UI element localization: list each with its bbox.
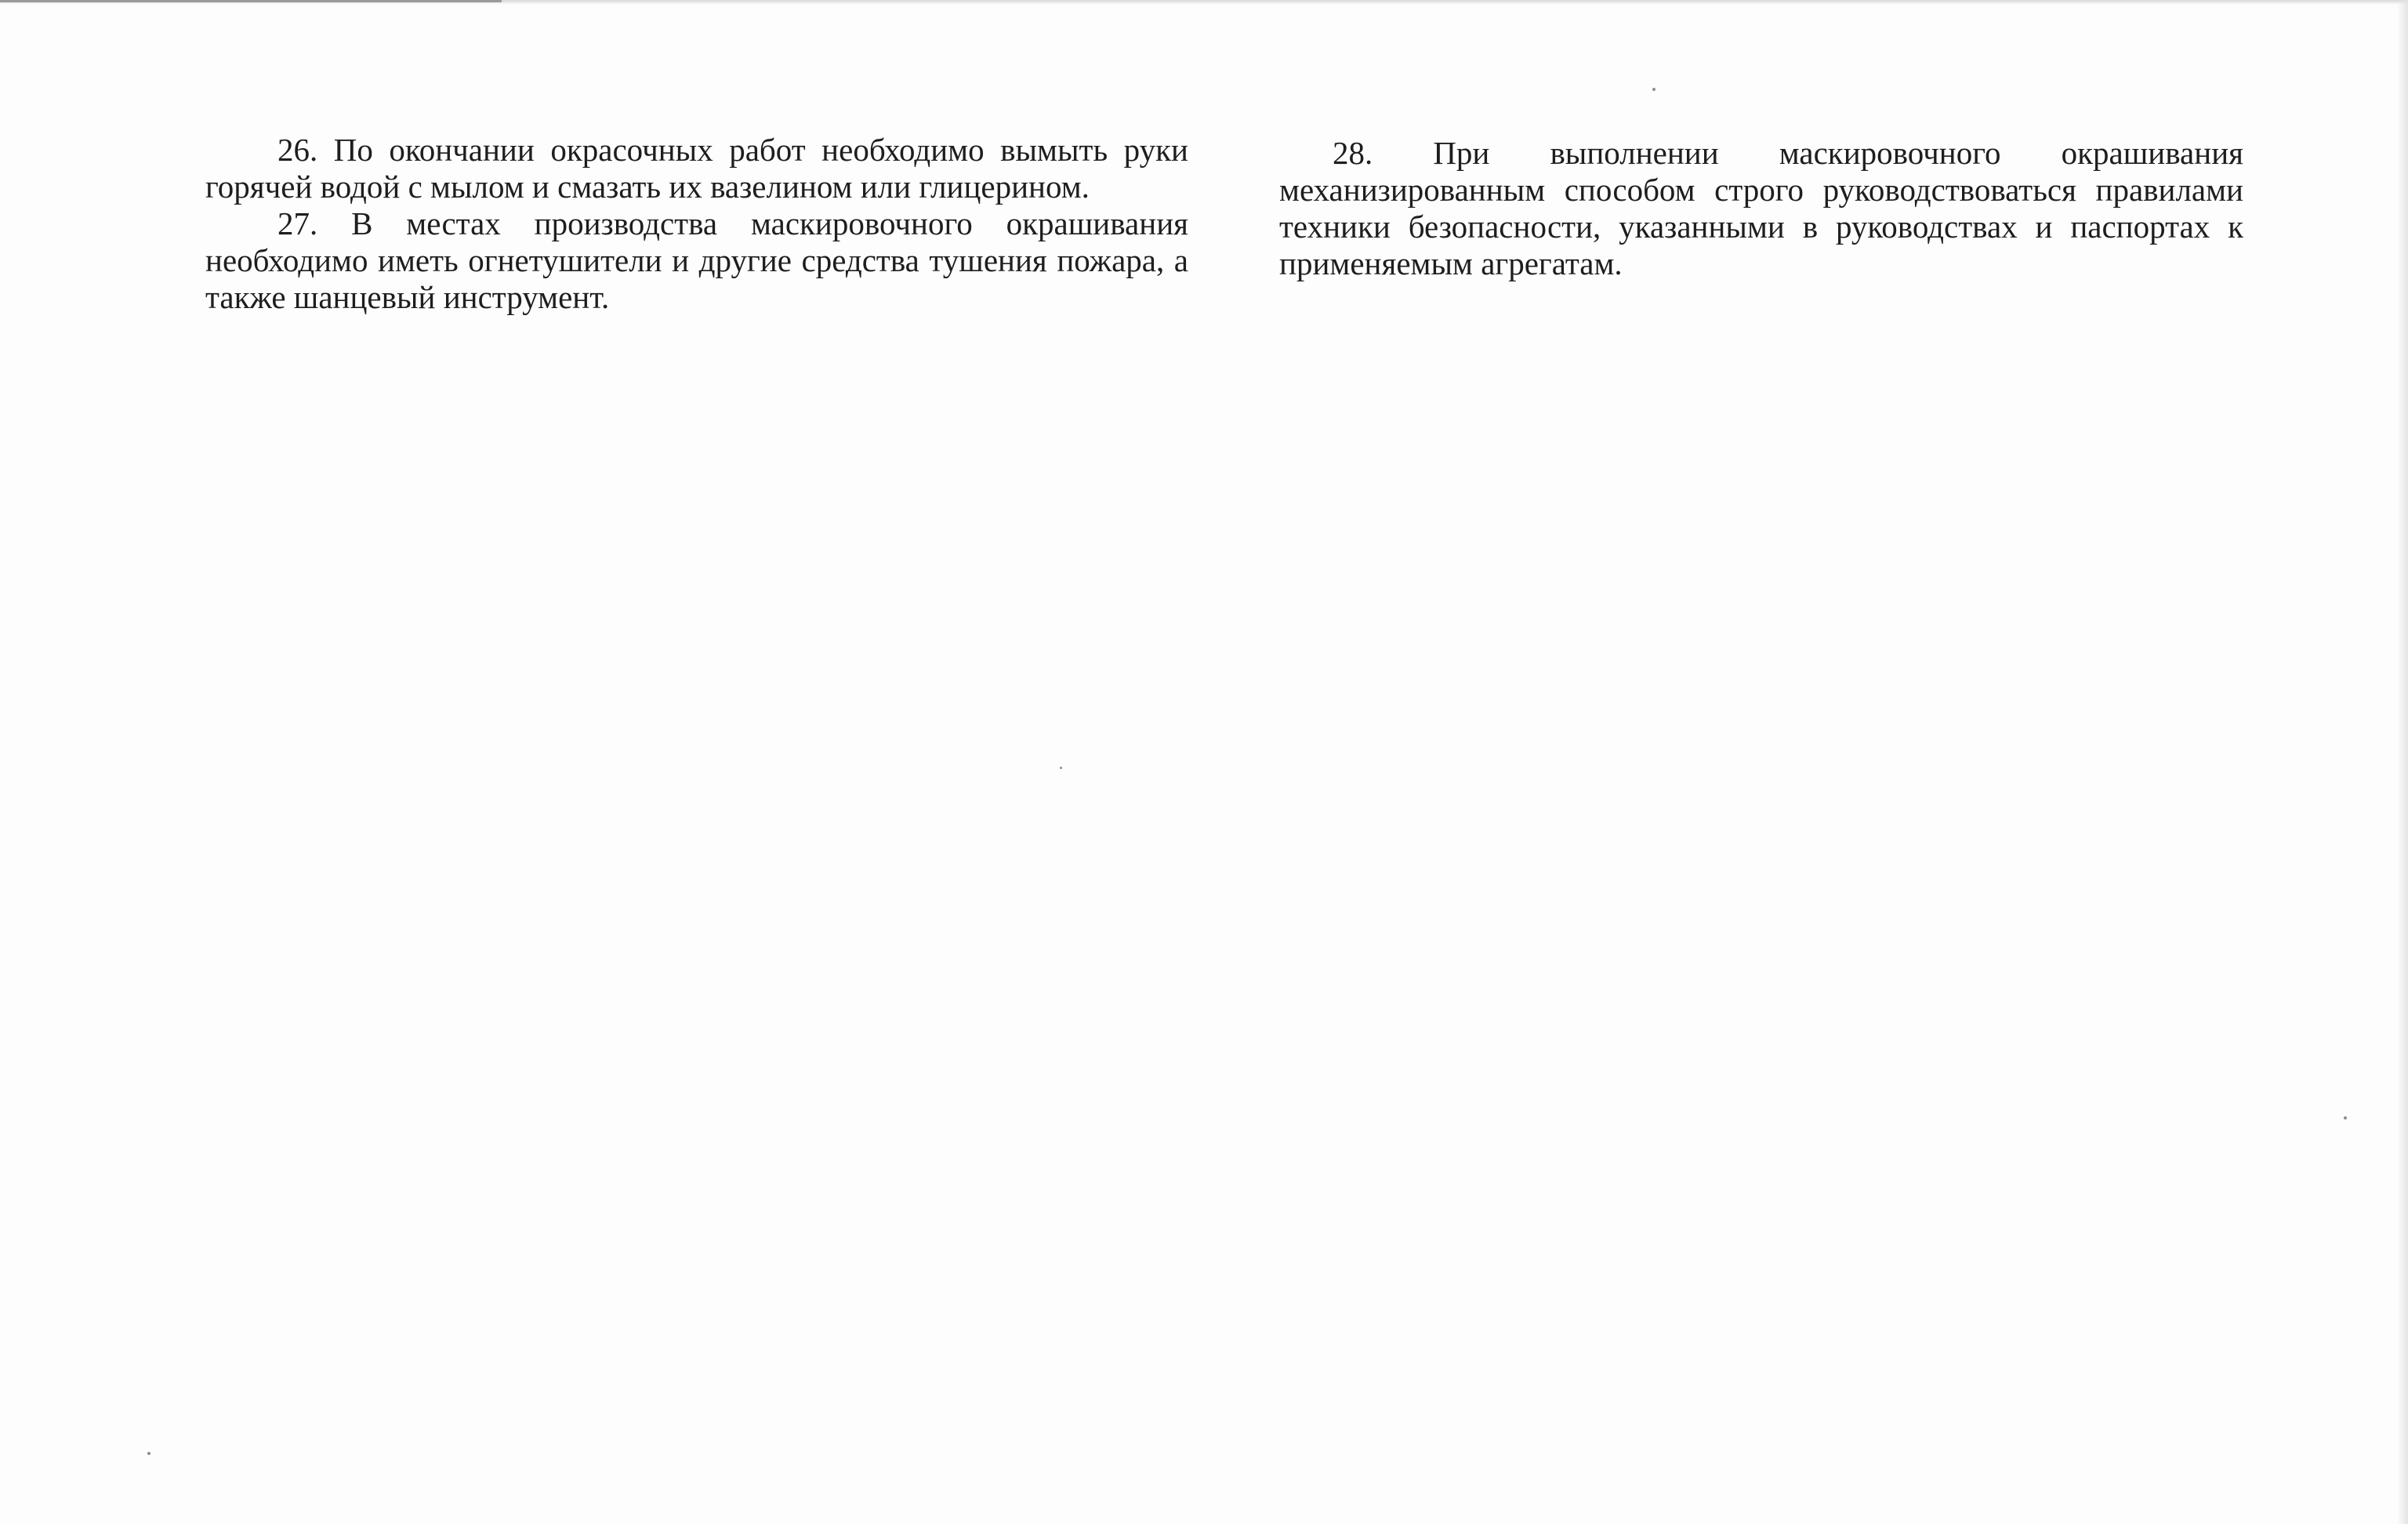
paragraph-26: 26. По окончании окрасочных работ необходимо вымыть руки горячей водой с мылом и смазать их вазелином или глицерином. xyxy=(205,132,1188,205)
scan-speck xyxy=(1060,767,1062,769)
page-right-edge xyxy=(2397,0,2408,1524)
scan-speck xyxy=(1652,88,1656,91)
page-top-left-edge xyxy=(0,0,502,2)
right-text-column xyxy=(1279,135,2243,282)
scan-speck xyxy=(2344,1116,2347,1119)
left-text-column xyxy=(205,132,1188,316)
paragraph-28: 28. При выполнении маскировочного окрашивания механизированным способом строго руководствоваться правилами техники безопасности, указанными в руководствах и паспортах к применяемым агрегатам. xyxy=(1279,135,2243,281)
paragraph-27: 27. В местах производства маскировочного окрашивания необходимо иметь огнетушители и другие средства тушения пожара, а также шанцевый инструмент. xyxy=(205,205,1188,315)
scan-speck xyxy=(147,1452,150,1455)
